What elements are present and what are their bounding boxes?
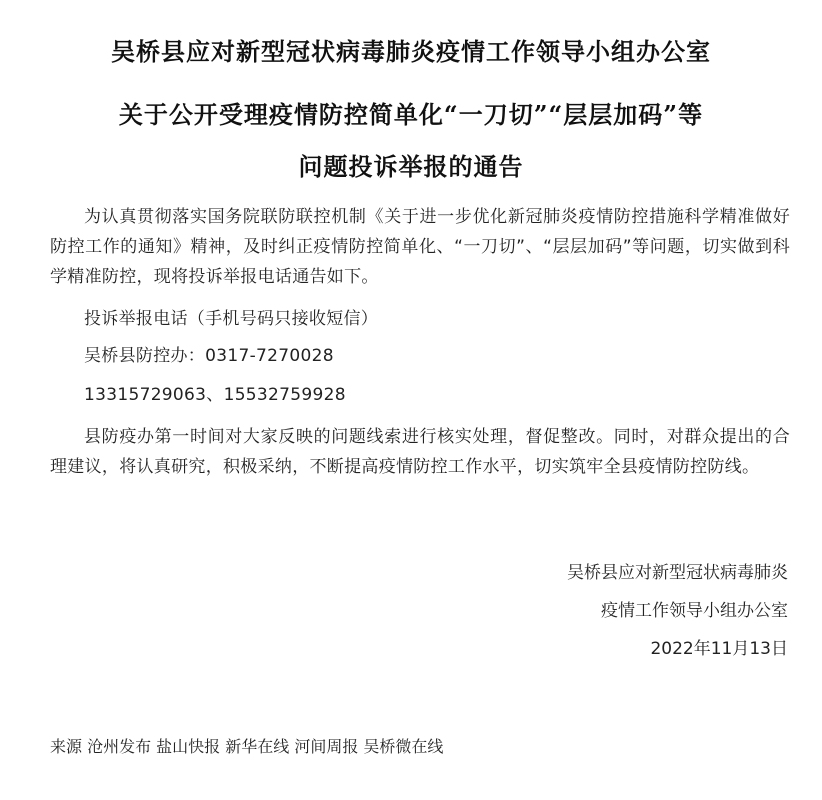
hotline-mobile-numbers: 13315729063、15532759928 <box>84 385 346 405</box>
hotline-heading: 投诉举报电话（手机号码只接收短信） <box>84 309 379 329</box>
hotline-office-number: 吴桥县防控办：0317-7270028 <box>84 346 334 366</box>
signature-line-2: 疫情工作领导小组办公室 <box>601 601 788 621</box>
notice-title-line-3: 问题投诉举报的通告 <box>298 152 524 181</box>
notice-title-line-1: 吴桥县应对新型冠状病毒肺炎疫情工作领导小组办公室 <box>111 37 711 66</box>
followup-paragraph: 县防疫办第一时间对大家反映的问题线索进行核实处理，督促整改。同时，对群众提出的合理建议，将认真研究，积极采纳，不断提高疫情防控工作水平，切实筑牢全县疫情防控防线。 <box>50 427 790 477</box>
source-line: 来源 沧州发布 盐山快报 新华在线 河间周报 吴桥微在线 <box>50 737 444 756</box>
notice-title-line-2: 关于公开受理疫情防控简单化“一刀切”“层层加码”等 <box>118 100 704 129</box>
signature-line-1: 吴桥县应对新型冠状病毒肺炎 <box>567 563 788 583</box>
notice-date: 2022年11月13日 <box>650 639 788 659</box>
intro-paragraph: 为认真贯彻落实国务院联防联控机制《关于进一步优化新冠肺炎疫情防控措施科学精准做好防控工作的通知》精神，及时纠正疫情防控简单化、“一刀切”、“层层加码”等问题，切实做到科学精准防控，现将投诉举报电话通告如下。 <box>50 207 790 287</box>
